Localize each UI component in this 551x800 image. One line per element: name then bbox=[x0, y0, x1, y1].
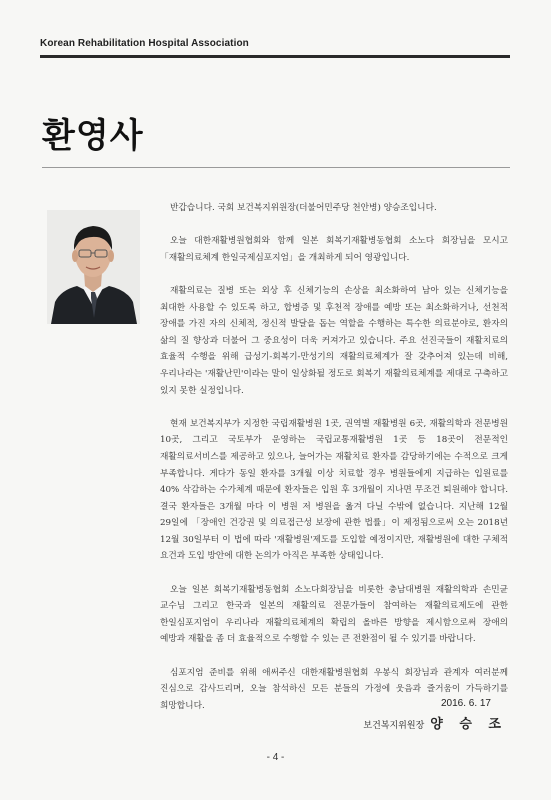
paragraph: 오늘 일본 회복기재활병동협회 소노다회장님을 비롯한 충남대병원 재활의학과 손민균 교수님 그리고 한국과 일본의 재활의료 전문가들이 참여하는 재활의료제도에 관한 한일심포지엄이 우리나라 재활의료체계의 확립의 올바른 방향을 제시함으로써 장애의 예방과 재활을 좀 더 효율적으로 수행할 수 있는 큰 전환점이 될 수 있기를 바랍니다. bbox=[160, 584, 508, 645]
paragraph: 현재 보건복지부가 지정한 국립재활병원 1곳, 권역별 재활병원 6곳, 재활의학과 전문병원 10곳, 그리고 국토부가 운영하는 국립교통재활병원 1곳 등 18곳이 전문적인 재활의료서비스를 제공하고 있으나, 늘어가는 재활치료 환자를 감당하기에는 수적으로 크게 부족합니다. 게다가 동일 환자를 3개월 이상 치료할 경우 병원들에게 지급하는 입원료를 40% 삭감하는 수가체계 때문에 환자들은 입원 후 3개월이 지나면 무조건 퇴원해야 합니다. 결국 환자들은 3개월 마다 이 병원 저 병원을 옮겨 다닐 수밖에 없습니다. 지난해 12월 29일에 「장애인 건강권 및 의료접근성 보장에 관한 법률」이 제정됨으로써 오는 2018년 12월 30일부터 이 법에 따라 '재활병원'제도를 도입할 예정이지만, 재활병원에 대한 구체적 요건과 도입 방안에 대한 논의가 아직은 부족한 상태입니다. bbox=[160, 418, 508, 562]
welcome-message bbox=[160, 200, 508, 731]
header-label: Korean Rehabilitation Hospital Association bbox=[40, 38, 249, 49]
paragraph: 심포지엄 준비를 위해 애써주신 대한재활병원협회 우봉식 회장님과 관계자 여러분께 진심으로 감사드리며, 오늘 참석하신 모든 분들의 가정에 웃음과 즐거움이 가득하기를 희망합니다. bbox=[160, 667, 508, 711]
date: 2016. 6. 17 bbox=[440, 698, 491, 709]
page-number: - 4 - bbox=[266, 752, 285, 763]
portrait-illustration bbox=[47, 210, 140, 324]
portrait-photo bbox=[47, 210, 140, 324]
title-divider bbox=[42, 167, 510, 168]
paragraph: 재활의료는 질병 또는 외상 후 신체기능의 손상을 최소화하여 남아 있는 신체기능을 최대한 사용할 수 있도록 하고, 합병증 및 후천적 장애를 예방 또는 최소화하거나, 선천적 장애를 가진 자의 신체적, 정신적 발달을 돕는 역할을 수행하는 특수한 의료분야로, 환자의 삶의 질 향상과 더불어 그 중요성이 더욱 커져가고 있습니다. 주요 선진국들이 재활치료의 효율적 수행을 위해 급성기-회복기-만성기의 재활의료체계가 잘 갖추어져 있는데 비해, 우리나라는 '재활난민'이라는 말이 일상화될 정도로 회복기 재활의료체계를 제대로 구축하고 있지 못한 실정입니다. bbox=[160, 285, 508, 396]
signature bbox=[363, 713, 507, 732]
paragraph: 반갑습니다. 국회 보건복지위원장(더불어민주당 천안병) 양승조입니다. bbox=[170, 203, 437, 213]
page-title: 환영사 bbox=[42, 116, 144, 156]
paragraph: 오늘 대한재활병원협회와 함께 일본 회복기재활병동협회 소노다 회장님을 모시고 「재활의료체계 한일국제심포지엄」을 개최하게 되어 영광입니다. bbox=[160, 236, 508, 263]
signature-name: 양 승 조 bbox=[430, 717, 507, 732]
signature-title: 보건복지위원장 bbox=[363, 721, 425, 731]
header-rule bbox=[40, 55, 510, 58]
